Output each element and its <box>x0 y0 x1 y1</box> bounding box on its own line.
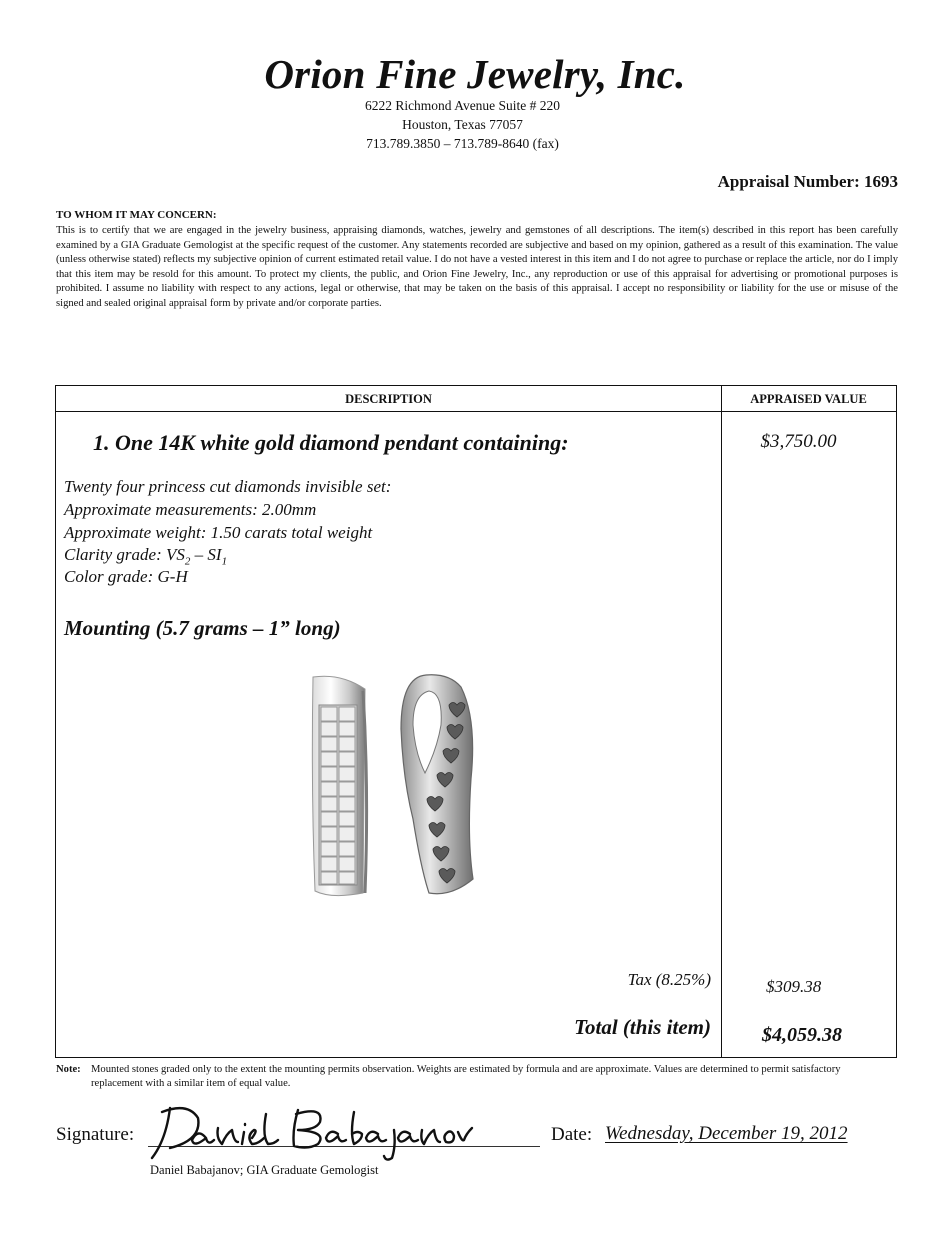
appraisal-number: Appraisal Number: 1693 <box>717 172 898 191</box>
total-label: Total (this item) <box>574 1015 711 1039</box>
concern-heading: TO WHOM IT MAY CONCERN: <box>56 209 217 221</box>
concern-body: This is to certify that we are engaged in the jewelry business, appraising diamonds, watches, jewelry and gemstones of all descriptions. The item(s) described in this report has been carefully examined by a GIA Graduate Gemologist at the specific request of the customer. Any statements recorded are subjective and based on my opinion, gathered as a result of this examination. The value (unless otherwise stated) reflects my subjective opinion of current estimated retail value. I do not have a vested interest in this item and I do not agree to purchase or replace the article, nor do I imply that this item may be resold for this amount. To protect my clients, the public, and Orion Fine Jewelry, Inc., any reproduction or use of this appraisal for advertising or promotional purposes is prohibited. I assume no liability with respect to any actions, legal or otherwise, that may be taken on the basis of this appraisal. I accept no responsibility or liability for the use or misuse of the signed and sealed original appraisal form by private and/or corporate parties. <box>56 225 898 309</box>
signer-name: Daniel Babajanov; GIA Graduate Gemologist <box>150 1163 379 1177</box>
note-text: Mounted stones graded only to the extent the mounting permits observation. Weights are estimated by formula and are approximate. Values are determined to permit satisfactory replacement with a similar item of equal value. <box>91 1064 841 1089</box>
item-title: 1. One 14K white gold diamond pendant containing: <box>93 430 569 455</box>
spec-clarity: Clarity grade: $VS_2 - SI_1$ <box>64 545 228 568</box>
date-label: Date: <box>551 1124 593 1145</box>
appraised-value-header: APPRAISED VALUE <box>750 392 867 406</box>
description-header: DESCRIPTION <box>345 392 432 406</box>
spec-color: Color grade: G-H <box>64 567 188 586</box>
note-label: Note: <box>56 1064 81 1075</box>
phone-fax: 713.789.3850 – 713.789-8640 (fax) <box>366 136 559 151</box>
handwritten-signature <box>148 1100 478 1164</box>
address-line-1: 6222 Richmond Avenue Suite # 220 <box>364 98 561 113</box>
spec-weight: Approximate weight: 1.50 carats total weight <box>64 523 373 542</box>
company-name: Orion Fine Jewelry, Inc. <box>264 51 686 97</box>
address-line-2: Houston, Texas 77057 <box>402 117 523 132</box>
total-value: $4,059.38 <box>762 1024 842 1046</box>
spec-stones: Twenty four princess cut diamonds invisible set: <box>64 477 392 496</box>
mounting-info: Mounting (5.7 grams – 1” long) <box>64 616 341 640</box>
appraisal-table <box>55 385 897 1058</box>
item-value: $3,750.00 <box>760 431 837 452</box>
date-value: Wednesday, December 19, 2012 <box>605 1123 848 1144</box>
table-header-divider <box>56 411 896 412</box>
table-column-divider <box>721 386 722 1057</box>
spec-measurements: Approximate measurements: 2.00mm <box>64 500 317 519</box>
pendant-photo <box>301 669 551 919</box>
tax-value: $309.38 <box>766 977 822 996</box>
tax-label: Tax (8.25%) <box>627 970 711 989</box>
signature-label: Signature: <box>56 1124 135 1145</box>
